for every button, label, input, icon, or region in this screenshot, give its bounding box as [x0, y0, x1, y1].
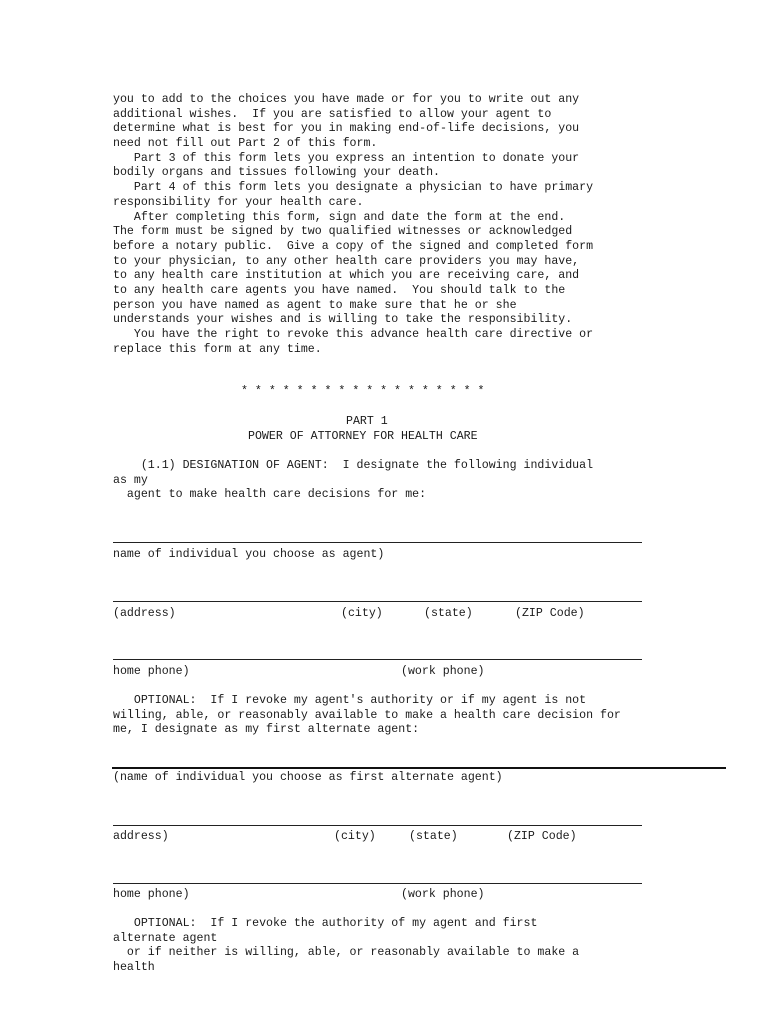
agent-name-field[interactable]: [113, 542, 642, 543]
designation-line: (1.1) DESIGNATION OF AGENT: I designate the following individual: [113, 459, 594, 472]
intro-line: need not fill out Part 2 of this form.: [113, 137, 378, 151]
intro-line: additional wishes. If you are satisfied to allow your agent to: [113, 107, 552, 121]
alt-phone-field[interactable]: [113, 883, 642, 884]
intro-text: [113, 93, 593, 357]
intro-line: bodily organs and tissues following your death.: [113, 166, 440, 180]
optional-line: or if neither is willing, able, or reasonably available to make a: [113, 946, 580, 960]
alt-zip-label: (ZIP Code): [507, 830, 577, 843]
intro-line: person you have named as agent to make sure that he or she: [113, 298, 517, 312]
intro-line: to any health care agents you have named. You should talk to the: [113, 283, 566, 297]
intro-line: Part 3 of this form lets you express an intention to donate your: [113, 151, 580, 165]
home-phone-label: home phone): [113, 665, 190, 678]
optional-line: me, I designate as my first alternate agent:: [113, 723, 420, 737]
agent-phone-labels: [113, 664, 673, 679]
alt-address-label: address): [113, 830, 169, 843]
zip-label: (ZIP Code): [515, 607, 585, 620]
optional-second-alternate-text: [113, 917, 579, 976]
optional-line: health: [113, 961, 155, 975]
intro-line: you to add to the choices you have made or for you to write out any: [113, 93, 580, 106]
alt-home-phone-label: home phone): [113, 888, 190, 901]
intro-line: The form must be signed by two qualified witnesses or acknowledged: [113, 225, 573, 239]
alt-phone-labels: [113, 887, 673, 902]
alt-agent-name-field[interactable]: [112, 767, 726, 769]
alt-state-label: (state): [409, 830, 458, 843]
intro-line: replace this form at any time.: [113, 342, 322, 356]
alt-city-label: (city): [334, 830, 376, 843]
intro-line: understands your wishes and is willing to take the responsibility.: [113, 313, 573, 327]
intro-line: You have the right to revoke this advance health care directive or: [113, 328, 594, 341]
intro-line: responsibility for your health care.: [113, 195, 364, 209]
part-heading: PART 1: [346, 415, 388, 428]
part-title: POWER OF ATTORNEY FOR HEALTH CARE: [248, 430, 478, 443]
alt-address-labels: [113, 829, 673, 844]
alt-work-phone-label: (work phone): [401, 888, 485, 901]
work-phone-label: (work phone): [401, 665, 485, 678]
section-separator: * * * * * * * * * * * * * * * * * *: [241, 385, 485, 398]
designation-text: [113, 459, 593, 503]
alt-agent-name-label: (name of individual you choose as first alternate agent): [113, 771, 503, 784]
city-label: (city): [341, 607, 383, 620]
intro-line: After completing this form, sign and date the form at the end.: [113, 210, 566, 224]
optional-first-alternate-text: [113, 694, 621, 738]
optional-line: OPTIONAL: If I revoke the authority of my agent and first: [113, 917, 538, 930]
optional-line: OPTIONAL: If I revoke my agent's authority or if my agent is not: [113, 694, 587, 707]
address-label: (address): [113, 607, 176, 620]
designation-line: as my: [113, 473, 148, 487]
optional-line: alternate agent: [113, 931, 218, 945]
agent-phone-field[interactable]: [113, 659, 642, 660]
agent-address-field[interactable]: [113, 601, 642, 602]
intro-line: before a notary public. Give a copy of the signed and completed form: [113, 239, 594, 253]
optional-line: willing, able, or reasonably available to make a health care decision for: [113, 708, 621, 722]
agent-name-label: name of individual you choose as agent): [113, 548, 385, 561]
agent-address-labels: [113, 606, 673, 621]
intro-line: Part 4 of this form lets you designate a physician to have primary: [113, 181, 594, 195]
intro-line: determine what is best for you in making end-of-life decisions, you: [113, 122, 580, 136]
intro-line: to your physician, to any other health care providers you may have,: [113, 254, 580, 268]
state-label: (state): [424, 607, 473, 620]
intro-line: to any health care institution at which you are receiving care, and: [113, 269, 580, 283]
alt-address-field[interactable]: [113, 825, 642, 826]
designation-line: agent to make health care decisions for me:: [113, 488, 427, 502]
